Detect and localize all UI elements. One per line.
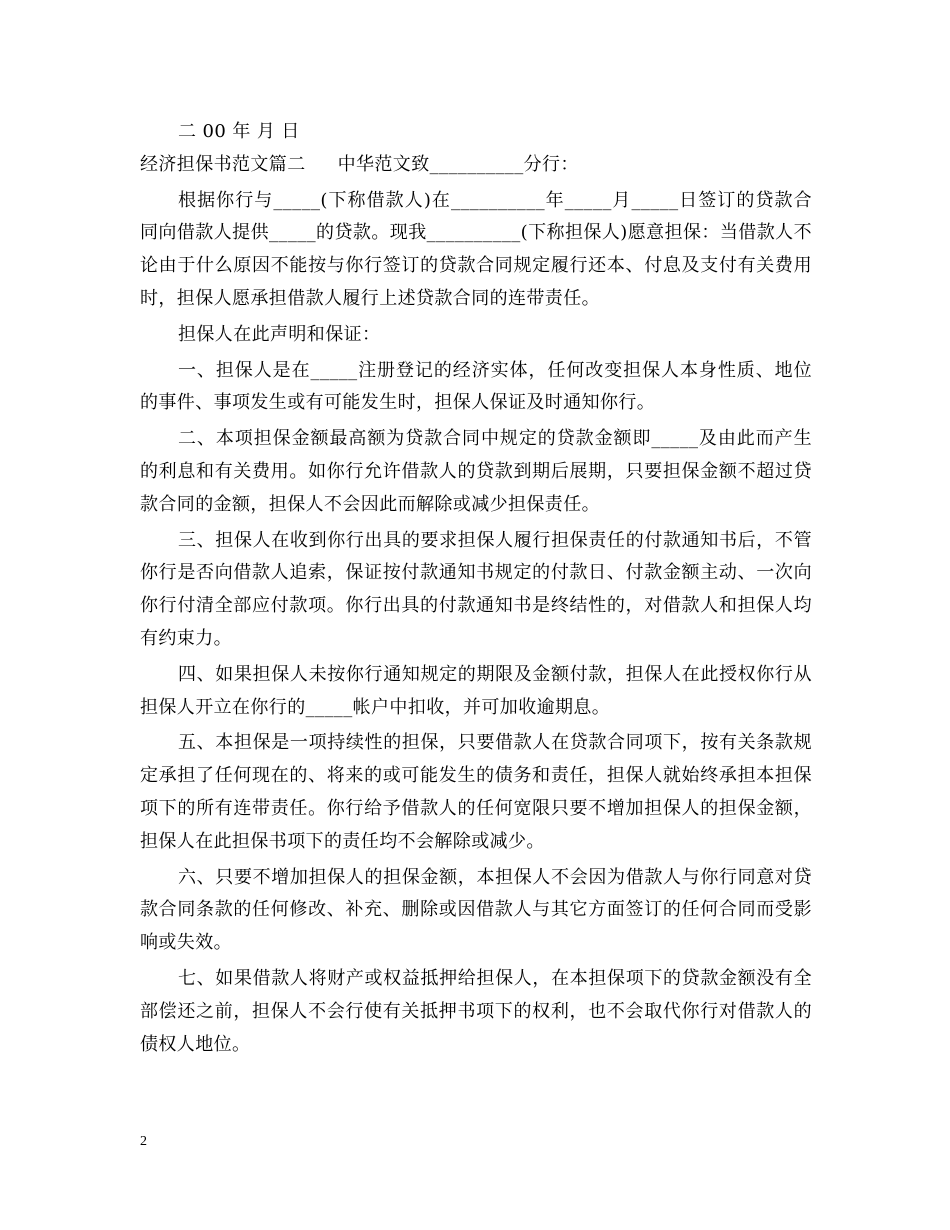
heading-line (140, 149, 812, 182)
date-line: 二 00 年 月 日 (178, 121, 300, 142)
paragraph-clause-1: 一、担保人是在_____注册登记的经济实体，任何改变担保人本身性质、地位的事件、事项发生或有可能发生时，担保人保证及时通知你行。 (140, 359, 812, 414)
paragraph-clause-7: 七、如果借款人将财产或权益抵押给担保人，在本担保项下的贷款金额没有全部偿还之前，担保人不会行使有关抵押书项下的权利，也不会取代你行对借款人的债权人地位。 (140, 967, 812, 1055)
paragraph-declaration: 担保人在此声明和保证： (178, 323, 381, 345)
paragraph-intro: 根据你行与_____(下称借款人)在__________年_____月_____日签订的贷款合同向借款人提供_____的贷款。现我__________(下称担保人)愿意担保：当借款人不论由于什么原因不能按与你行签订的贷款合同规定履行还本、付息及支付有关费用时，担保人愿承担借款人履行上述贷款合同的连带责任。 (140, 189, 812, 309)
paragraph-clause-6: 六、只要不增加担保人的担保金额，本担保人不会因为借款人与你行同意对贷款合同条款的任何修改、补充、删除或因借款人与其它方面签订的任何合同而受影响或失效。 (140, 866, 812, 954)
paragraph-clause-5: 五、本担保是一项持续性的担保，只要借款人在贷款合同项下，按有关条款规定承担了任何现在的、将来的或可能发生的债务和责任，担保人就始终承担本担保项下的所有连带责任。你行给予借款人的任何宽限只要不增加担保人的担保金额，担保人在此担保书项下的责任均不会解除或减少。 (140, 732, 812, 852)
paragraph-clause-2: 二、本项担保金额最高额为贷款合同中规定的贷款金额即_____及由此而产生的利息和有关费用。如你行允许借款人的贷款到期后展期，只要担保金额不超过贷款合同的金额，担保人不会因此而解除或减少担保责任。 (140, 428, 812, 515)
document-body (140, 116, 812, 1061)
document-heading: 经济担保书范文篇二 (140, 153, 306, 175)
salutation: 中华范文致__________分行： (337, 153, 579, 175)
paragraph-clause-4: 四、如果担保人未按你行通知规定的期限及金额付款，担保人在此授权你行从担保人开立在你行的_____帐户中扣收，并可加收逾期息。 (140, 663, 812, 718)
page-number: 2 (140, 1134, 147, 1149)
paragraph-clause-3: 三、担保人在收到你行出具的要求担保人履行担保责任的付款通知书后，不管你行是否向借款人追索，保证按付款通知书规定的付款日、付款金额主动、一次向你行付清全部应付款项。你行出具的付款通知书是终结性的，对借款人和担保人均有约束力。 (140, 529, 812, 649)
